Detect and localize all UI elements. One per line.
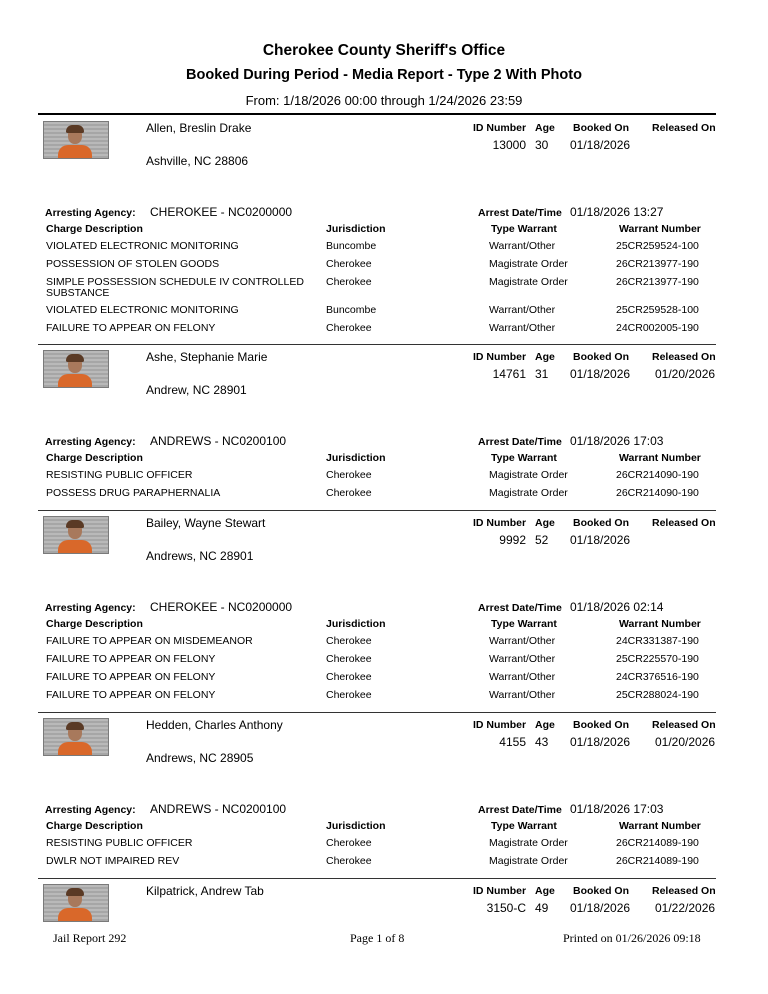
charge-warrant-number: 25CR225570-190	[616, 653, 699, 665]
report-period: From: 1/18/2026 00:00 through 1/24/2026 23:59	[245, 93, 523, 108]
age-value: 31	[535, 367, 549, 381]
photo-part	[58, 742, 92, 756]
arrest-datetime-value: 01/18/2026 17:03	[570, 802, 664, 816]
charge-warrant-number: 24CR331387-190	[616, 635, 699, 647]
charge-description: POSSESS DRUG PARAPHERNALIA	[46, 487, 221, 499]
mugshot-photo	[43, 121, 109, 159]
age-value: 49	[535, 901, 549, 915]
mugshot-photo	[43, 516, 109, 554]
charge-description: RESISTING PUBLIC OFFICER	[46, 469, 193, 481]
photo-part	[66, 125, 84, 133]
charge-type-warrant: Magistrate Order	[489, 487, 568, 499]
released-on-value: 01/20/2026	[655, 367, 716, 381]
age-value: 52	[535, 533, 549, 547]
arresting-agency-value: ANDREWS - NC0200100	[150, 802, 287, 816]
booked-on-value: 01/18/2026	[570, 367, 631, 381]
photo-part	[66, 354, 84, 362]
charge-type-warrant: Magistrate Order	[489, 258, 568, 270]
charge-warrant-number: 26CR214090-190	[616, 469, 699, 481]
booked-on-header: Booked On	[573, 517, 630, 529]
record-separator	[38, 344, 716, 345]
record-separator	[38, 712, 716, 713]
released-on-value: 01/20/2026	[655, 735, 716, 749]
charge-jurisdiction: Cherokee	[326, 322, 372, 334]
report-title: Cherokee County Sheriff's Office	[262, 42, 506, 59]
arresting-agency-value: ANDREWS - NC0200100	[150, 434, 287, 448]
arresting-agency-label: Arresting Agency:	[45, 602, 136, 614]
charge-warrant-number: 26CR214089-190	[616, 855, 699, 867]
booked-on-value: 01/18/2026	[570, 901, 631, 915]
charge-type-warrant: Magistrate Order	[489, 469, 568, 481]
photo-part	[58, 374, 92, 388]
charge-type-warrant: Warrant/Other	[489, 671, 556, 683]
photo-part	[58, 540, 92, 554]
arrest-datetime-value: 01/18/2026 13:27	[570, 205, 664, 219]
photo-part	[66, 888, 84, 896]
charge-type-warrant: Magistrate Order	[489, 855, 568, 867]
photo-part	[66, 722, 84, 730]
inmate-name: Hedden, Charles Anthony	[146, 718, 283, 732]
charge-warrant-number: 26CR213977-190	[616, 258, 699, 270]
charge-type-warrant: Warrant/Other	[489, 689, 556, 701]
header-rule	[38, 113, 716, 115]
warrant-number-header: Warrant Number	[619, 223, 701, 235]
id-number-header: ID Number	[473, 122, 527, 134]
warrant-number-header: Warrant Number	[619, 820, 701, 832]
inmate-address: Ashville, NC 28806	[146, 154, 249, 168]
age-header: Age	[535, 351, 555, 363]
warrant-number-header: Warrant Number	[619, 618, 701, 630]
warrant-number-header: Warrant Number	[619, 452, 701, 464]
charge-jurisdiction: Cherokee	[326, 469, 372, 481]
age-header: Age	[535, 885, 555, 897]
charge-description: FAILURE TO APPEAR ON MISDEMEANOR	[46, 635, 253, 647]
charge-jurisdiction: Cherokee	[326, 276, 372, 288]
charge-description: FAILURE TO APPEAR ON FELONY	[46, 653, 216, 665]
charge-type-warrant: Warrant/Other	[489, 240, 556, 252]
arrest-datetime-label: Arrest Date/Time	[478, 804, 562, 816]
booked-on-header: Booked On	[573, 719, 630, 731]
inmate-name: Allen, Breslin Drake	[146, 121, 252, 135]
charge-jurisdiction: Cherokee	[326, 689, 372, 701]
booked-on-header: Booked On	[573, 885, 630, 897]
type-warrant-header: Type Warrant	[491, 618, 557, 630]
charge-description: FAILURE TO APPEAR ON FELONY	[46, 322, 216, 334]
released-on-header: Released On	[652, 885, 716, 897]
mugshot-photo	[43, 884, 109, 922]
charge-type-warrant: Warrant/Other	[489, 635, 556, 647]
id-number-header: ID Number	[473, 885, 527, 897]
charge-type-warrant: Magistrate Order	[489, 276, 568, 288]
released-on-header: Released On	[652, 351, 716, 363]
charge-description: RESISTING PUBLIC OFFICER	[46, 837, 193, 849]
charge-jurisdiction: Buncombe	[326, 304, 377, 316]
charge-jurisdiction: Cherokee	[326, 671, 372, 683]
age-header: Age	[535, 122, 555, 134]
charge-warrant-number: 25CR259524-100	[616, 240, 699, 252]
charge-jurisdiction: Cherokee	[326, 258, 372, 270]
inmate-address: Andrews, NC 28905	[146, 751, 254, 765]
photo-part	[66, 520, 84, 528]
released-on-value: 01/22/2026	[655, 901, 716, 915]
arrest-datetime-label: Arrest Date/Time	[478, 602, 562, 614]
type-warrant-header: Type Warrant	[491, 223, 557, 235]
charge-type-warrant: Warrant/Other	[489, 322, 556, 334]
booked-on-value: 01/18/2026	[570, 138, 631, 152]
charge-warrant-number: 25CR288024-190	[616, 689, 699, 701]
age-header: Age	[535, 517, 555, 529]
inmate-name: Kilpatrick, Andrew Tab	[146, 884, 264, 898]
inmate-address: Andrews, NC 28901	[146, 549, 254, 563]
charge-warrant-number: 26CR214090-190	[616, 487, 699, 499]
jurisdiction-header: Jurisdiction	[326, 452, 386, 464]
charge-description: POSSESSION OF STOLEN GOODS	[46, 258, 220, 270]
mugshot-photo	[43, 718, 109, 756]
charge-jurisdiction: Cherokee	[326, 855, 372, 867]
charge-type-warrant: Warrant/Other	[489, 653, 556, 665]
jurisdiction-header: Jurisdiction	[326, 618, 386, 630]
record-separator	[38, 510, 716, 511]
arresting-agency-value: CHEROKEE - NC0200000	[150, 600, 293, 614]
id-number-value: 13000	[492, 138, 526, 152]
charge-jurisdiction: Cherokee	[326, 487, 372, 499]
arrest-datetime-value: 01/18/2026 02:14	[570, 600, 664, 614]
id-number-header: ID Number	[473, 719, 527, 731]
charge-type-warrant: Magistrate Order	[489, 837, 568, 849]
charge-warrant-number: 25CR259528-100	[616, 304, 699, 316]
id-number-value: 9992	[499, 533, 526, 547]
released-on-header: Released On	[652, 719, 716, 731]
charge-description-header: Charge Description	[46, 618, 143, 630]
charge-jurisdiction: Buncombe	[326, 240, 377, 252]
arresting-agency-label: Arresting Agency:	[45, 207, 136, 219]
charge-description: FAILURE TO APPEAR ON FELONY	[46, 671, 216, 683]
arresting-agency-label: Arresting Agency:	[45, 436, 136, 448]
arrest-datetime-label: Arrest Date/Time	[478, 207, 562, 219]
type-warrant-header: Type Warrant	[491, 820, 557, 832]
charge-jurisdiction: Cherokee	[326, 837, 372, 849]
type-warrant-header: Type Warrant	[491, 452, 557, 464]
charge-warrant-number: 26CR213977-190	[616, 276, 699, 288]
id-number-value: 4155	[499, 735, 526, 749]
arresting-agency-label: Arresting Agency:	[45, 804, 136, 816]
charge-description-header: Charge Description	[46, 223, 143, 235]
age-value: 30	[535, 138, 549, 152]
booked-on-header: Booked On	[573, 122, 630, 134]
footer-page-number: Page 1 of 8	[350, 931, 405, 945]
charge-description-continued: SUBSTANCE	[46, 287, 110, 299]
charge-description: FAILURE TO APPEAR ON FELONY	[46, 689, 216, 701]
charge-type-warrant: Warrant/Other	[489, 304, 556, 316]
arresting-agency-value: CHEROKEE - NC0200000	[150, 205, 293, 219]
age-header: Age	[535, 719, 555, 731]
charge-jurisdiction: Cherokee	[326, 635, 372, 647]
inmate-address: Andrew, NC 28901	[146, 383, 247, 397]
footer-printed-on: Printed on 01/26/2026 09:18	[563, 931, 701, 945]
id-number-header: ID Number	[473, 351, 527, 363]
charge-jurisdiction: Cherokee	[326, 653, 372, 665]
id-number-header: ID Number	[473, 517, 527, 529]
released-on-header: Released On	[652, 122, 716, 134]
jurisdiction-header: Jurisdiction	[326, 820, 386, 832]
inmate-name: Ashe, Stephanie Marie	[146, 350, 268, 364]
booked-on-value: 01/18/2026	[570, 735, 631, 749]
booked-on-header: Booked On	[573, 351, 630, 363]
released-on-header: Released On	[652, 517, 716, 529]
age-value: 43	[535, 735, 549, 749]
charge-warrant-number: 24CR002005-190	[616, 322, 699, 334]
charge-description-header: Charge Description	[46, 452, 143, 464]
charge-description: VIOLATED ELECTRONIC MONITORING	[46, 304, 239, 316]
charge-description-header: Charge Description	[46, 820, 143, 832]
mugshot-photo	[43, 350, 109, 388]
charge-description: VIOLATED ELECTRONIC MONITORING	[46, 240, 239, 252]
arrest-datetime-value: 01/18/2026 17:03	[570, 434, 664, 448]
jurisdiction-header: Jurisdiction	[326, 223, 386, 235]
photo-part	[58, 908, 92, 922]
photo-part	[58, 145, 92, 159]
booked-on-value: 01/18/2026	[570, 533, 631, 547]
arrest-datetime-label: Arrest Date/Time	[478, 436, 562, 448]
charge-warrant-number: 26CR214089-190	[616, 837, 699, 849]
report-subtitle: Booked During Period - Media Report - Type 2 With Photo	[186, 67, 582, 83]
record-separator	[38, 878, 716, 879]
charge-description: DWLR NOT IMPAIRED REV	[46, 855, 180, 867]
charge-description: SIMPLE POSSESSION SCHEDULE IV CONTROLLED	[46, 276, 304, 288]
id-number-value: 3150-C	[486, 901, 526, 915]
id-number-value: 14761	[492, 367, 526, 381]
inmate-name: Bailey, Wayne Stewart	[146, 516, 266, 530]
charge-warrant-number: 24CR376516-190	[616, 671, 699, 683]
footer-report-id: Jail Report 292	[53, 931, 127, 945]
